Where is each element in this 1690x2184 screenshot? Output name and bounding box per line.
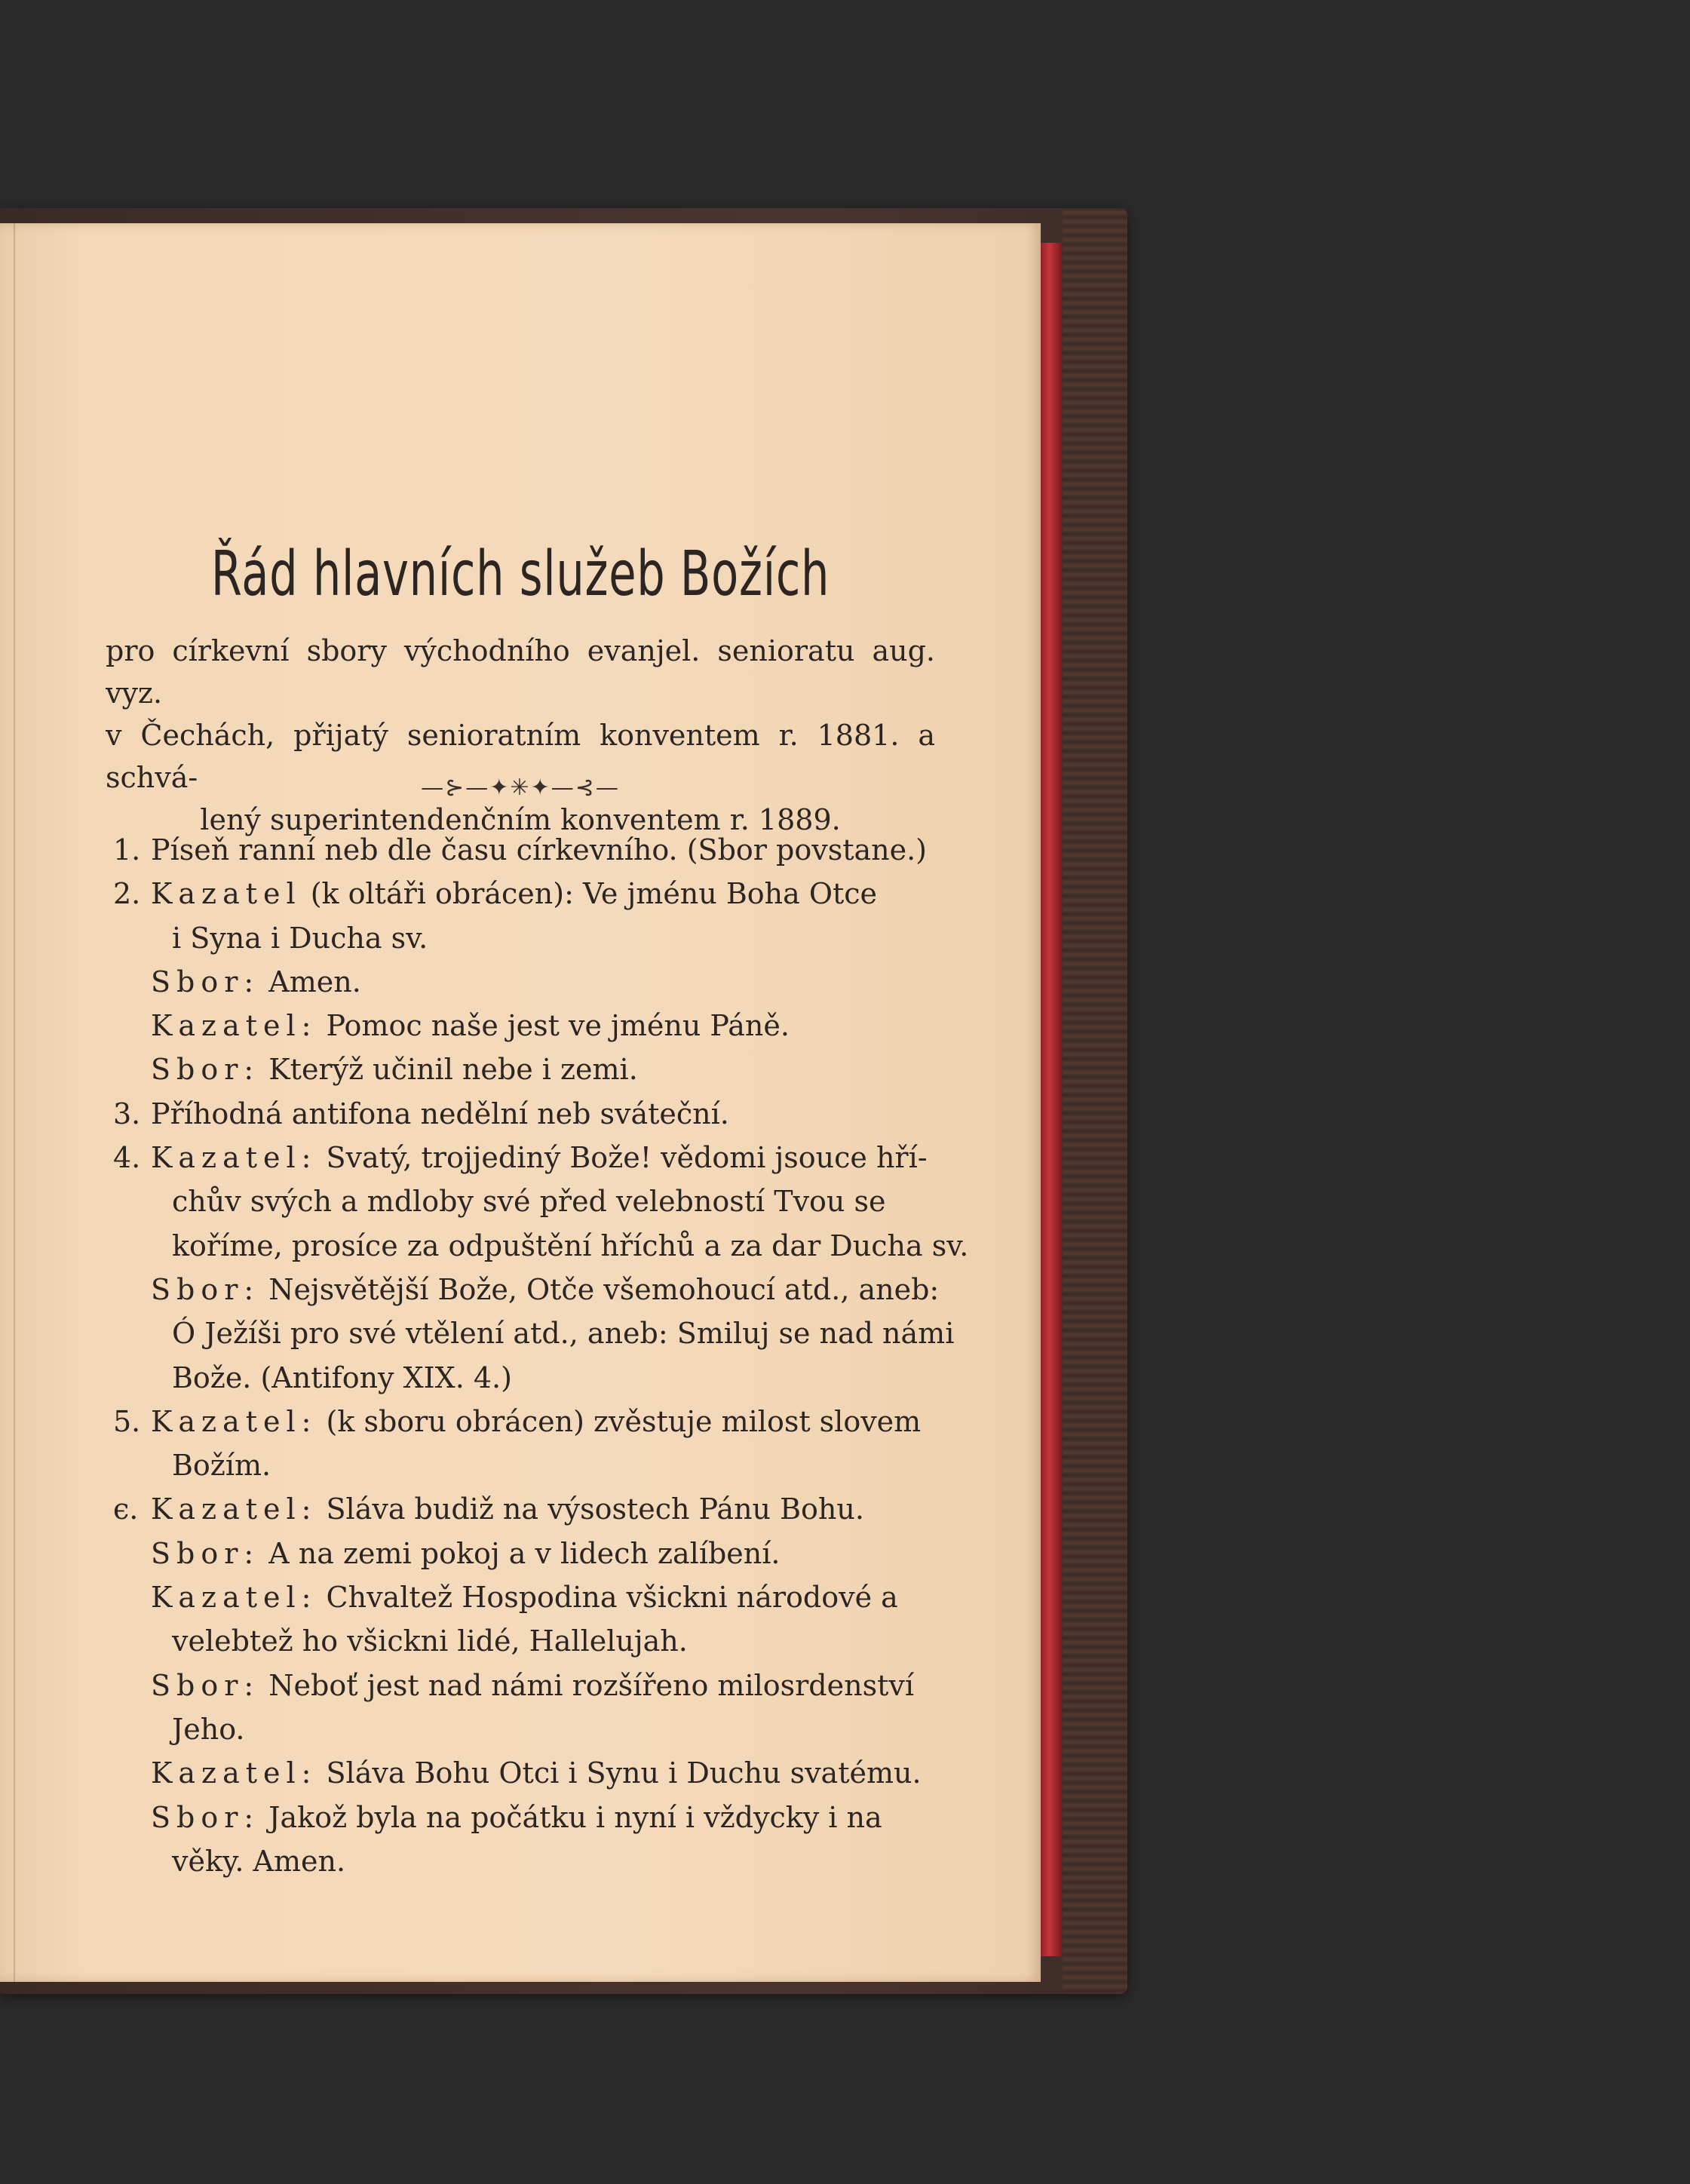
item-text (151, 1796, 935, 1839)
list-item (106, 1004, 935, 1048)
speaker-label: Sbor: (151, 1053, 260, 1087)
item-number: 2. (113, 877, 141, 911)
item-text (151, 1048, 935, 1091)
red-page-edge (1039, 243, 1062, 1956)
item-text (151, 1268, 940, 1311)
item-text (151, 828, 935, 872)
item-text (151, 1532, 935, 1575)
list-item (106, 1487, 935, 1531)
item-content: Jakož byla na počátku i nyní i vždycky i na (259, 1800, 882, 1834)
list-item (106, 1443, 935, 1487)
list-item (106, 916, 935, 960)
item-content: Jeho. (172, 1712, 245, 1746)
item-content: (k sboru obrácen) zvěstuje milost slovem (317, 1404, 922, 1438)
list-item (106, 1179, 935, 1223)
item-text (151, 872, 935, 916)
item-content: Píseň ranní neb dle času církevního. (Sbor povstane.) (151, 833, 927, 867)
speaker-label: Sbor: (151, 965, 260, 998)
item-text (172, 1179, 935, 1223)
item-text (151, 960, 935, 1004)
page-title: Řád hlavních služeb Božích (210, 538, 830, 610)
list-item (106, 1532, 935, 1575)
item-content: Sláva budiž na výsostech Pánu Bohu. (317, 1492, 864, 1526)
item-content: věky. Amen. (172, 1844, 346, 1878)
item-text (172, 1224, 969, 1268)
item-text (151, 1575, 935, 1619)
subtitle-line: pro církevní sbory východního evanjel. senioratu aug. vyz. (106, 634, 935, 710)
cover-edge (1063, 208, 1127, 1994)
list-item (106, 1575, 935, 1619)
item-content: Sláva Bohu Otci i Synu i Duchu svatému. (317, 1756, 922, 1790)
item-content: Chvaltež Hospodina všickni národové a (317, 1581, 898, 1615)
speaker-label: Kazatel: (151, 1756, 317, 1790)
item-content: velebtež ho všickni lidé, Hallelujah. (172, 1624, 688, 1658)
item-text (151, 1092, 935, 1136)
item-text (151, 1664, 935, 1707)
ornament-divider: —⊱—✦✳✦—⊰— (421, 775, 620, 801)
speaker-label: Kazatel: (151, 1492, 317, 1526)
list-item (106, 1136, 935, 1179)
speaker-label: Kazatel: (151, 1581, 317, 1615)
item-number: 1. (113, 833, 141, 867)
item-content: koříme, prosíce za odpuštění hříchů a za dar Ducha sv. (172, 1228, 969, 1262)
item-content: Neboť jest nad námi rozšířeno milosrdenství (259, 1668, 914, 1702)
item-text (151, 1004, 935, 1048)
speaker-label: Kazatel: (151, 1141, 317, 1175)
item-content: chův svých a mdloby své před velebností Tvou se (172, 1185, 886, 1219)
item-content: Bože. (Antifony XIX. 4.) (172, 1360, 512, 1394)
item-text (151, 1136, 935, 1179)
list-item (106, 872, 935, 916)
list-item (106, 1048, 935, 1091)
item-text (172, 916, 935, 960)
speaker-label: Sbor: (151, 1272, 260, 1306)
item-number: 3. (113, 1097, 141, 1130)
subtitle (106, 630, 935, 841)
item-number: 5. (113, 1404, 141, 1438)
speaker-label: Kazatel: (151, 1404, 317, 1438)
list-item (106, 1268, 940, 1311)
speaker-label: Kazatel: (151, 1009, 317, 1043)
list-item (106, 1400, 935, 1443)
item-content: Božím. (172, 1449, 271, 1483)
item-number: 4. (113, 1141, 141, 1175)
item-content: Kterýž učinil nebe i zemi. (259, 1053, 638, 1087)
item-content: Svatý, trojjediný Bože! vědomi jsouce hří- (317, 1141, 928, 1175)
list-item (106, 1707, 935, 1751)
item-text (151, 1487, 935, 1531)
item-content: Nejsvětější Bože, Otče všemohoucí atd., aneb: (259, 1272, 940, 1306)
item-text (151, 1400, 935, 1443)
page-fold (14, 223, 15, 1982)
list-item (106, 1224, 969, 1268)
speaker-label: Sbor: (151, 1536, 260, 1570)
list-item (106, 1092, 935, 1136)
item-number: ϵ. (113, 1492, 139, 1526)
item-text (172, 1443, 935, 1487)
item-content: Pomoc naše jest ve jménu Páně. (317, 1009, 790, 1043)
list-item (106, 960, 935, 1004)
speaker-label: Kazatel (151, 877, 302, 911)
item-content: Amen. (259, 965, 361, 998)
item-text (172, 1839, 935, 1883)
item-text (151, 1751, 935, 1795)
list-item (106, 1664, 935, 1707)
list-item (106, 828, 935, 872)
subtitle-line: lený superintendenčním konventem r. 1889. (200, 803, 841, 836)
subtitle-line: v Čechách, přijatý senioratním konventem r. 1881. a schvá- (106, 719, 935, 794)
list-item (106, 1751, 935, 1795)
list-item (106, 1619, 935, 1663)
speaker-label: Sbor: (151, 1800, 260, 1834)
list-item (106, 1356, 935, 1400)
item-content: Ó Ježíši pro své vtělení atd., aneb: Smiluj se nad námi (172, 1317, 955, 1351)
speaker-label: Sbor: (151, 1668, 260, 1702)
item-text (172, 1311, 955, 1355)
list-item (106, 1839, 935, 1883)
item-text (172, 1619, 935, 1663)
item-text (172, 1707, 935, 1751)
liturgy-list (106, 828, 969, 1883)
item-content: (k oltáři obrácen): Ve jménu Boha Otce (301, 877, 878, 911)
item-content: A na zemi pokoj a v lidech zalíbení. (259, 1536, 781, 1570)
list-item (106, 1311, 955, 1355)
list-item (106, 1796, 935, 1839)
item-text (172, 1356, 935, 1400)
item-content: i Syna i Ducha sv. (172, 921, 428, 955)
item-content: Příhodná antifona nedělní neb sváteční. (151, 1097, 729, 1130)
